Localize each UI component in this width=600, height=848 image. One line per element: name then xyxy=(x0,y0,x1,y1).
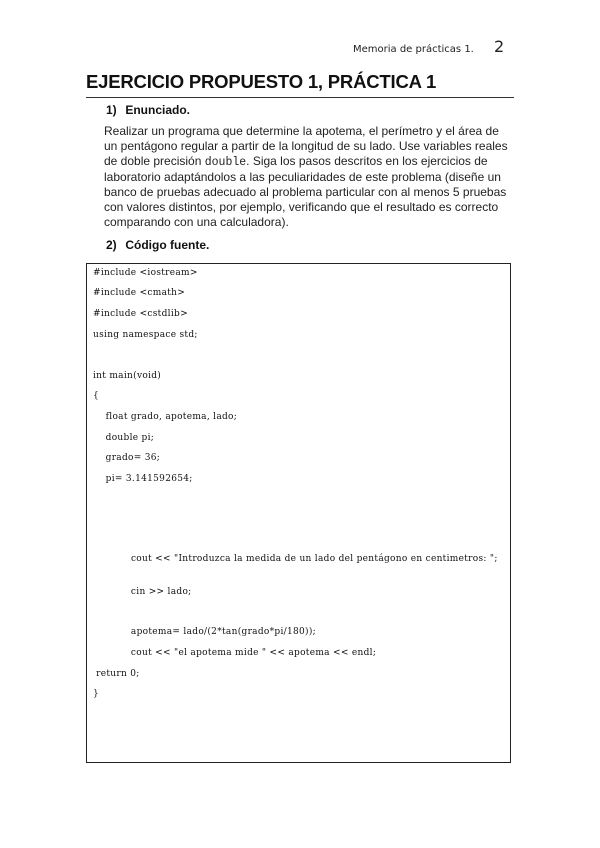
section-heading-codigo xyxy=(106,238,209,252)
header-title: Memoria de prácticas 1. xyxy=(353,44,474,55)
code-box xyxy=(86,263,511,763)
code-line: float grado, apotema, lado; xyxy=(93,412,238,422)
statement-paragraph xyxy=(104,124,514,230)
code-line: using namespace std; xyxy=(93,330,198,340)
section-title: Código fuente. xyxy=(125,238,210,252)
main-heading: EJERCICIO PROPUESTO 1, PRÁCTICA 1 xyxy=(86,71,514,98)
code-line: } xyxy=(93,689,100,699)
page-number: 2 xyxy=(494,37,505,56)
code-line: cout << "el apotema mide " << apotema << endl; xyxy=(93,648,377,658)
statement-text-1: Realizar un programa que determine la apotema, el perímetro y el área de un pentágono regular a partir de la longitud de su lado. Use variables reales de doble precisión xyxy=(104,124,508,168)
code-line: cin >> lado; xyxy=(93,587,192,597)
code-line: grado= 36; xyxy=(93,453,161,463)
code-line: #include <cmath> xyxy=(93,288,186,298)
section-number: 1) xyxy=(106,103,117,117)
code-line: double pi; xyxy=(93,433,155,443)
section-title: Enunciado. xyxy=(125,103,191,117)
code-line: #include <iostream> xyxy=(93,268,198,278)
code-line: { xyxy=(93,391,100,401)
statement-text-2: . Siga los pasos descritos en los ejercicios de laboratorio adaptándolos a las peculiaridades de este problema (diseñe un banco de pruebas adecuado al problema particular con al menos 5 pruebas con valores distintos, por ejemplo, verificando que el resultado es correcto comparando con una calculadora). xyxy=(104,154,507,229)
section-heading-enunciado xyxy=(106,103,190,117)
code-line: #include <cstdlib> xyxy=(93,309,188,319)
code-line: int main(void) xyxy=(93,371,162,381)
code-line: return 0; xyxy=(93,669,140,679)
code-line: pi= 3.141592654; xyxy=(93,474,193,484)
section-number: 2) xyxy=(106,238,117,252)
code-line: cout << "Introduzca la medida de un lado del pentágono en centimetros: "; xyxy=(93,554,498,564)
statement-code-term: double xyxy=(204,156,247,169)
code-line: apotema= lado/(2*tan(grado*pi/180)); xyxy=(93,627,317,637)
